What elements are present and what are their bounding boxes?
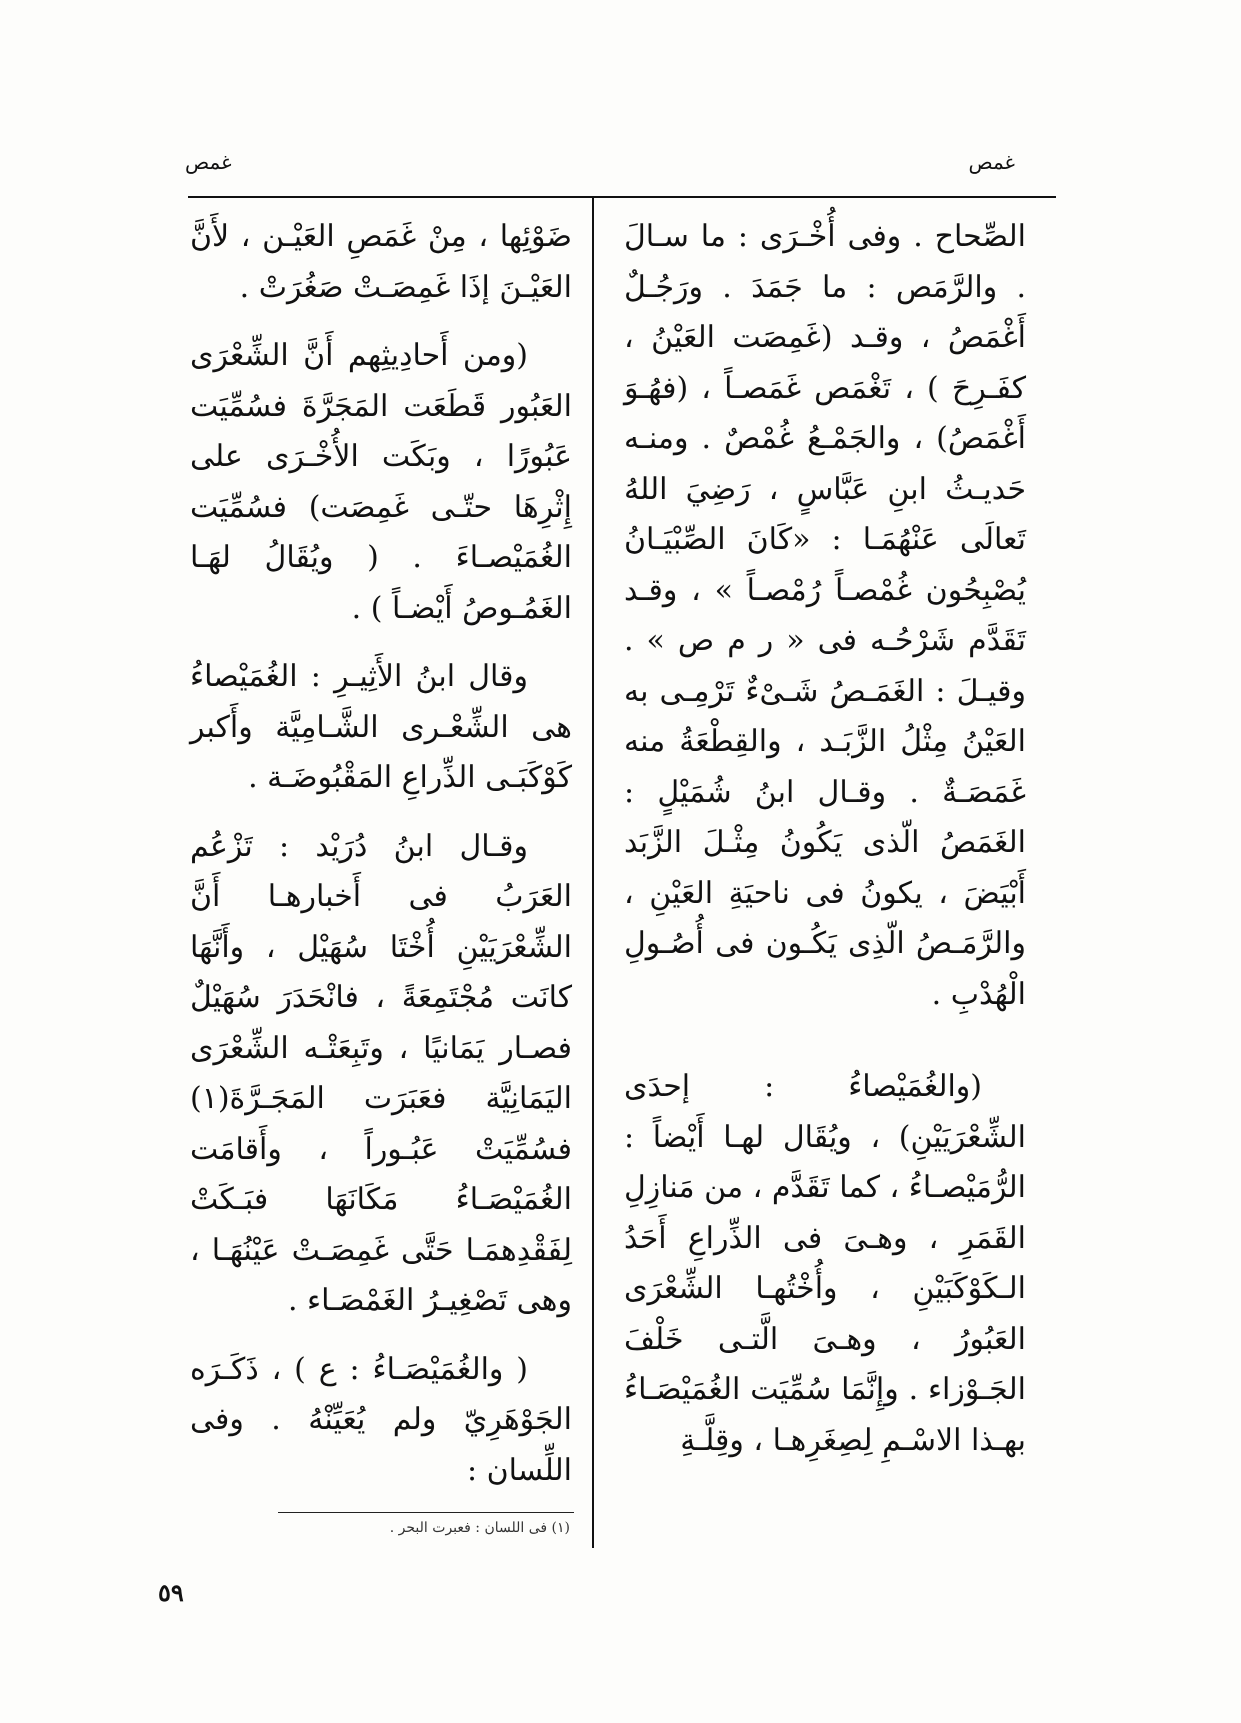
page-number: ٥٩: [158, 1578, 184, 1607]
left-column-paragraph: ( والغُمَيْصَـاءُ : ع ) ، ذَكَـرَه الجَوْهَرِيّ ولم يُعَيِّنْهُ . وفى اللِّسان :: [190, 1351, 572, 1488]
header-word-right: غمص: [968, 150, 1015, 174]
left-column: [190, 212, 572, 1514]
left-column-paragraph: وقال ابنُ الأَثِيـرِ : الغُمَيْصاءُ هى الشِّعْـرى الشَّـامِيَّة وأَكبر كَوْكَبَـى الذِّراعِ المَقْبُوضَـة .: [190, 659, 572, 795]
column-divider: [592, 198, 594, 1548]
right-column-paragraph: (والغُمَيْصاءُ : إحدَى الشِّعْرَيَيْنِ) ، ويُقَال لهـا أَيْضاً : الرُّمَيْصـاءُ ، كما تَقَدَّم ، من مَنازِلِ القَمَرِ ، وهـىَ فى الذِّراعِ أَحَدُ الـكَوْكَبَيْنِ ، وأُخْتُهـا الشِّعْرَى العَبُورُ ، وهـىَ الَّتـى خَلْفَ الجَـوْزاء . وإِنَّمَا سُمِّيَت الغُمَيْصَـاءُ بهـذا الاسْـمِ لِصِغَرِهـا ، وقِلَّـةِ: [624, 1069, 1026, 1458]
left-column-paragraph: (ومن أَحادِيثِهم أَنَّ الشِّعْرَى العَبُور قَطَعَت المَجَرَّةَ فسُمِّيَت عَبُورًا ، وبَكَت الأُخْـرَى على إِثْرِهَا حتّـى غَمِصَت) فسُمِّيَت الغُمَيْصـاءَ . ( ويُقَالُ لهَـا الغَمُـوصُ أَيْضـاً ) .: [190, 338, 572, 626]
left-column-paragraph: ضَوْئِها ، مِنْ غَمَصِ العَيْـن ، لأَنَّ العَيْـنَ إذَا غَمِصَـتْ صَغُرَتْ .: [190, 219, 572, 305]
running-header: [185, 150, 1015, 190]
footnote-rule: [278, 1512, 574, 1513]
top-rule: [188, 196, 1056, 198]
right-column-paragraph: الصِّحاح . وفى أُخْـرَى : ما سـالَ . والرَّمَص : ما جَمَدَ . ورَجُـلٌ أَغْمَصُ ، وقـد (غَمِصَت العَيْنُ ، كفَـرِحَ ) ، تَغْمَص غَمَصـاً ، (فهُـوَ أَغْمَصُ) ، والجَمْـعُ غُمْصٌ . ومنـه حَديـثُ ابنِ عَبَّاسٍ ، رَضِيَ اللهُ تَعالَى عَنْهُمَـا : «كَانَ الصِّبْيَـانُ يُصْبِحُون غُمْصـاً رُمْصـاً » ، وقـد تَقَدَّم شَرْحُـه فى « ر م ص » . وقيـلَ : الغَمَـصُ شَـىْءٌ تَرْمِـى به العَيْنُ مِثْلُ الزَّبَـد ، والقِطْعَةُ منه غَمَصَـةٌ . وقـال ابنُ شُمَيْلٍ : الغَمَصُ الّذى يَكُونُ مِثْـلَ الزَّبَد أَبْيَضَ ، يكونُ فى ناحيَةِ العَيْنِ ، والرَّمَـصُ الّذِى يَكُـون فى أُصُـولِ الْهُدْبِ .: [624, 219, 1026, 1012]
footnote: (١) فى اللسان : فعبرت البحر .: [389, 1520, 570, 1536]
right-column: [624, 212, 1026, 1484]
left-column-paragraph: وقـال ابنُ دُرَيْد : تَزْعُم العَرَبُ فى أَخبارهـا أَنَّ الشِّعْرَيَيْنِ أُخْتَا سُهَيْل ، وأَنَّهَا كانَت مُجْتَمِعَةً ، فانْحَدَرَ سُهَيْلٌ فصـار يَمَانيًا ، وتَبِعَتْـه الشِّعْرَى اليَمَانِيَّة فعَبَرَت المَجَـرَّةَ(١) فسُمِّيَتْ عَبُـوراً ، وأَقامَت الغُمَيْصَـاءُ مَكَانَهَا فبَـكَتْ لِفَقْدِهمَـا حَتَّى غَمِصَـتْ عَيْنُهَـا ، وهى تَصْغِيـرُ الغَمْصَـاء .: [190, 828, 572, 1318]
header-word-left: غمص: [185, 150, 232, 174]
